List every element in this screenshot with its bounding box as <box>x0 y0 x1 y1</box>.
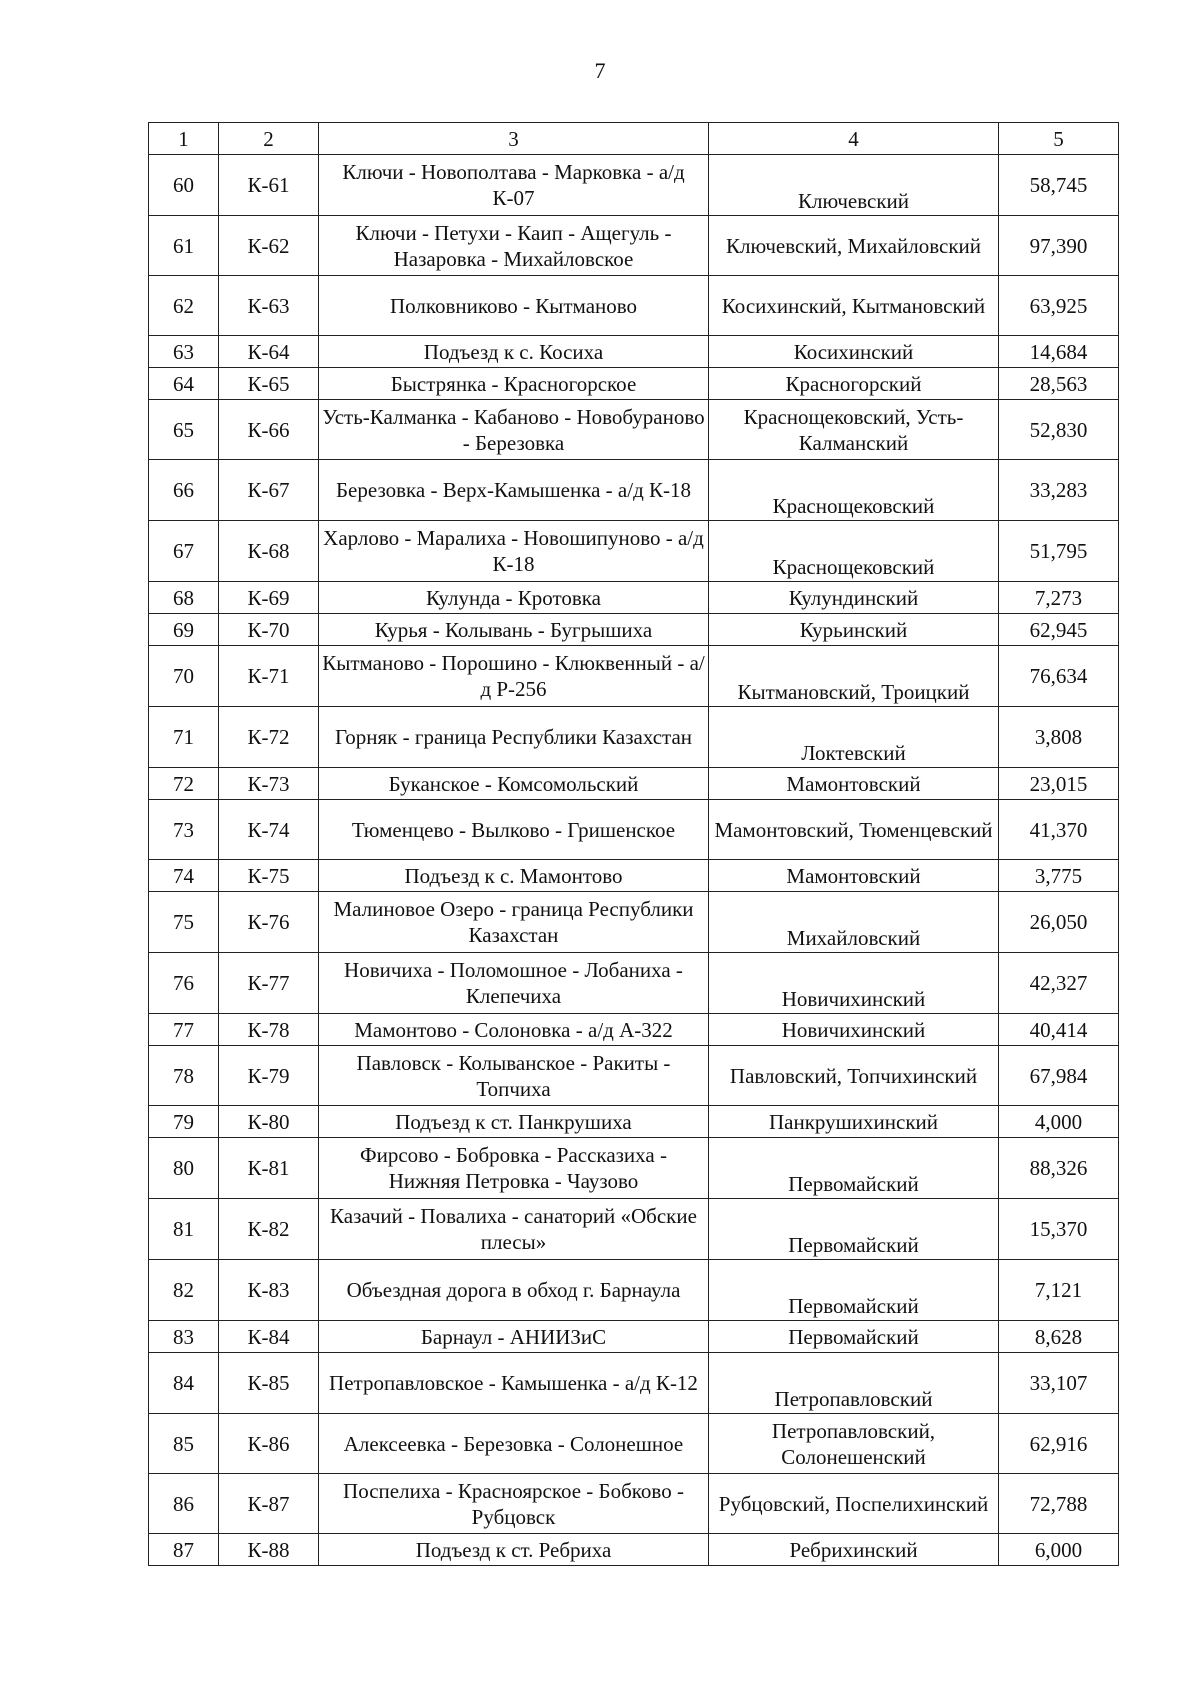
road-code-cell: К-87 <box>219 1474 319 1534</box>
district-cell: Первомайский <box>709 1321 999 1353</box>
table-row <box>149 953 1119 1014</box>
row-number-cell: 69 <box>149 614 219 646</box>
road-code-cell: К-61 <box>219 155 319 216</box>
district-cell: Первомайский <box>709 1138 999 1199</box>
table-row <box>149 1199 1119 1260</box>
table-row <box>149 614 1119 646</box>
row-number-cell: 74 <box>149 860 219 892</box>
length-cell: 7,121 <box>999 1260 1119 1321</box>
road-name-cell: Подъезд к с. Косиха <box>319 336 709 368</box>
road-code-cell: К-75 <box>219 860 319 892</box>
road-code-cell: К-66 <box>219 400 319 460</box>
road-name-cell: Мамонтово - Солоновка - а/д А-322 <box>319 1014 709 1046</box>
row-number-cell: 76 <box>149 953 219 1014</box>
row-number-cell: 66 <box>149 460 219 521</box>
row-number-cell: 86 <box>149 1474 219 1534</box>
road-name-cell: Объездная дорога в обход г. Барнаула <box>319 1260 709 1321</box>
column-header: 1 <box>149 123 219 155</box>
length-cell: 52,830 <box>999 400 1119 460</box>
length-cell: 14,684 <box>999 336 1119 368</box>
road-code-cell: К-64 <box>219 336 319 368</box>
road-name-cell: Петропавловское - Камышенка - а/д К-12 <box>319 1353 709 1414</box>
district-cell: Красногорский <box>709 368 999 400</box>
road-code-cell: К-73 <box>219 768 319 800</box>
district-cell: Косихинский, Кытмановский <box>709 276 999 336</box>
row-number-cell: 72 <box>149 768 219 800</box>
header-row <box>149 123 1119 155</box>
road-name-cell: Кулунда - Кротовка <box>319 582 709 614</box>
table-row <box>149 1046 1119 1106</box>
table-row <box>149 1353 1119 1414</box>
road-name-cell: Малиновое Озеро - граница Республики Казахстан <box>319 892 709 953</box>
row-number-cell: 70 <box>149 646 219 707</box>
table-row <box>149 646 1119 707</box>
table-row <box>149 582 1119 614</box>
table-row <box>149 368 1119 400</box>
length-cell: 4,000 <box>999 1106 1119 1138</box>
row-number-cell: 61 <box>149 216 219 276</box>
road-name-cell: Березовка - Верх-Камышенка - а/д К-18 <box>319 460 709 521</box>
district-cell: Ключевский, Михайловский <box>709 216 999 276</box>
row-number-cell: 73 <box>149 800 219 860</box>
row-number-cell: 77 <box>149 1014 219 1046</box>
table-row <box>149 1534 1119 1566</box>
road-name-cell: Алексеевка - Березовка - Солонешное <box>319 1414 709 1474</box>
length-cell: 40,414 <box>999 1014 1119 1046</box>
length-cell: 42,327 <box>999 953 1119 1014</box>
row-number-cell: 75 <box>149 892 219 953</box>
road-code-cell: К-85 <box>219 1353 319 1414</box>
district-cell: Мамонтовский <box>709 768 999 800</box>
table-body <box>149 155 1119 1566</box>
row-number-cell: 62 <box>149 276 219 336</box>
road-name-cell: Кытманово - Порошино - Клюквенный - а/д Р-256 <box>319 646 709 707</box>
road-name-cell: Буканское - Комсомольский <box>319 768 709 800</box>
district-cell: Мамонтовский, Тюменцевский <box>709 800 999 860</box>
road-name-cell: Тюменцево - Вылково - Гришенское <box>319 800 709 860</box>
district-cell: Первомайский <box>709 1199 999 1260</box>
table-row <box>149 1106 1119 1138</box>
table-row <box>149 1014 1119 1046</box>
length-cell: 62,945 <box>999 614 1119 646</box>
table-row <box>149 1414 1119 1474</box>
table-row <box>149 400 1119 460</box>
road-code-cell: К-78 <box>219 1014 319 1046</box>
length-cell: 26,050 <box>999 892 1119 953</box>
road-name-cell: Павловск - Колыванское - Ракиты - Топчиха <box>319 1046 709 1106</box>
road-code-cell: К-83 <box>219 1260 319 1321</box>
column-header: 5 <box>999 123 1119 155</box>
table-row <box>149 860 1119 892</box>
table-row <box>149 768 1119 800</box>
page-number: 7 <box>594 58 606 83</box>
row-number-cell: 79 <box>149 1106 219 1138</box>
road-name-cell: Курья - Колывань - Бугрышиха <box>319 614 709 646</box>
district-cell: Панкрушихинский <box>709 1106 999 1138</box>
column-header: 2 <box>219 123 319 155</box>
road-code-cell: К-67 <box>219 460 319 521</box>
road-code-cell: К-72 <box>219 707 319 768</box>
row-number-cell: 87 <box>149 1534 219 1566</box>
district-cell: Павловский, Топчихинский <box>709 1046 999 1106</box>
road-name-cell: Ключи - Петухи - Каип - Ащегуль - Назаровка - Михайловское <box>319 216 709 276</box>
road-code-cell: К-76 <box>219 892 319 953</box>
road-code-cell: К-79 <box>219 1046 319 1106</box>
row-number-cell: 83 <box>149 1321 219 1353</box>
row-number-cell: 64 <box>149 368 219 400</box>
table-row <box>149 216 1119 276</box>
road-name-cell: Барнаул - АНИИЗиС <box>319 1321 709 1353</box>
road-code-cell: К-77 <box>219 953 319 1014</box>
district-cell: Михайловский <box>709 892 999 953</box>
length-cell: 28,563 <box>999 368 1119 400</box>
road-name-cell: Полковниково - Кытманово <box>319 276 709 336</box>
district-cell: Новичихинский <box>709 1014 999 1046</box>
length-cell: 76,634 <box>999 646 1119 707</box>
road-name-cell: Харлово - Маралиха - Новошипуново - а/д К-18 <box>319 521 709 582</box>
district-cell: Первомайский <box>709 1260 999 1321</box>
table-row <box>149 1138 1119 1199</box>
road-name-cell: Усть-Калманка - Кабаново - Новобураново - Березовка <box>319 400 709 460</box>
row-number-cell: 68 <box>149 582 219 614</box>
district-cell: Краснощековский <box>709 460 999 521</box>
road-name-cell: Казачий - Повалиха - санаторий «Обские плесы» <box>319 1199 709 1260</box>
length-cell: 8,628 <box>999 1321 1119 1353</box>
length-cell: 7,273 <box>999 582 1119 614</box>
road-code-cell: К-74 <box>219 800 319 860</box>
road-code-cell: К-82 <box>219 1199 319 1260</box>
road-code-cell: К-88 <box>219 1534 319 1566</box>
district-cell: Мамонтовский <box>709 860 999 892</box>
length-cell: 51,795 <box>999 521 1119 582</box>
road-code-cell: К-81 <box>219 1138 319 1199</box>
length-cell: 3,775 <box>999 860 1119 892</box>
table-row <box>149 707 1119 768</box>
row-number-cell: 65 <box>149 400 219 460</box>
road-name-cell: Горняк - граница Республики Казахстан <box>319 707 709 768</box>
row-number-cell: 78 <box>149 1046 219 1106</box>
road-code-cell: К-80 <box>219 1106 319 1138</box>
length-cell: 97,390 <box>999 216 1119 276</box>
road-name-cell: Подъезд к с. Мамонтово <box>319 860 709 892</box>
road-code-cell: К-69 <box>219 582 319 614</box>
row-number-cell: 84 <box>149 1353 219 1414</box>
road-code-cell: К-86 <box>219 1414 319 1474</box>
row-number-cell: 85 <box>149 1414 219 1474</box>
table-row <box>149 1474 1119 1534</box>
table-row <box>149 155 1119 216</box>
length-cell: 3,808 <box>999 707 1119 768</box>
district-cell: Краснощековский <box>709 521 999 582</box>
row-number-cell: 67 <box>149 521 219 582</box>
table-row <box>149 1321 1119 1353</box>
table-row <box>149 460 1119 521</box>
length-cell: 62,916 <box>999 1414 1119 1474</box>
table-row <box>149 1260 1119 1321</box>
length-cell: 41,370 <box>999 800 1119 860</box>
district-cell: Новичихинский <box>709 953 999 1014</box>
district-cell: Рубцовский, Поспелихинский <box>709 1474 999 1534</box>
road-name-cell: Фирсово - Бобровка - Рассказиха - Нижняя Петровка - Чаузово <box>319 1138 709 1199</box>
district-cell: Курьинский <box>709 614 999 646</box>
length-cell: 15,370 <box>999 1199 1119 1260</box>
district-cell: Краснощековский, Усть-Калманский <box>709 400 999 460</box>
district-cell: Петропавловский <box>709 1353 999 1414</box>
road-name-cell: Поспелиха - Красноярское - Бобково - Рубцовск <box>319 1474 709 1534</box>
length-cell: 6,000 <box>999 1534 1119 1566</box>
length-cell: 23,015 <box>999 768 1119 800</box>
district-cell: Ребрихинский <box>709 1534 999 1566</box>
length-cell: 67,984 <box>999 1046 1119 1106</box>
length-cell: 88,326 <box>999 1138 1119 1199</box>
road-code-cell: К-65 <box>219 368 319 400</box>
district-cell: Локтевский <box>709 707 999 768</box>
district-cell: Петропавловский, Солонешенский <box>709 1414 999 1474</box>
table-row <box>149 800 1119 860</box>
length-cell: 63,925 <box>999 276 1119 336</box>
row-number-cell: 71 <box>149 707 219 768</box>
length-cell: 72,788 <box>999 1474 1119 1534</box>
district-cell: Косихинский <box>709 336 999 368</box>
length-cell: 58,745 <box>999 155 1119 216</box>
column-header: 3 <box>319 123 709 155</box>
length-cell: 33,107 <box>999 1353 1119 1414</box>
row-number-cell: 81 <box>149 1199 219 1260</box>
road-name-cell: Ключи - Новополтава - Марковка - а/д К-07 <box>319 155 709 216</box>
road-name-cell: Быстрянка - Красногорское <box>319 368 709 400</box>
roads-table <box>148 122 1119 1566</box>
road-code-cell: К-84 <box>219 1321 319 1353</box>
row-number-cell: 63 <box>149 336 219 368</box>
road-code-cell: К-71 <box>219 646 319 707</box>
road-name-cell: Новичиха - Поломошное - Лобаниха - Клепечиха <box>319 953 709 1014</box>
road-code-cell: К-63 <box>219 276 319 336</box>
table-row <box>149 276 1119 336</box>
column-header: 4 <box>709 123 999 155</box>
road-code-cell: К-68 <box>219 521 319 582</box>
length-cell: 33,283 <box>999 460 1119 521</box>
road-name-cell: Подъезд к ст. Панкрушиха <box>319 1106 709 1138</box>
road-code-cell: К-62 <box>219 216 319 276</box>
district-cell: Кулундинский <box>709 582 999 614</box>
district-cell: Ключевский <box>709 155 999 216</box>
row-number-cell: 80 <box>149 1138 219 1199</box>
row-number-cell: 60 <box>149 155 219 216</box>
table-row <box>149 336 1119 368</box>
road-code-cell: К-70 <box>219 614 319 646</box>
row-number-cell: 82 <box>149 1260 219 1321</box>
table-row <box>149 521 1119 582</box>
table-row <box>149 892 1119 953</box>
district-cell: Кытмановский, Троицкий <box>709 646 999 707</box>
road-name-cell: Подъезд к ст. Ребриха <box>319 1534 709 1566</box>
